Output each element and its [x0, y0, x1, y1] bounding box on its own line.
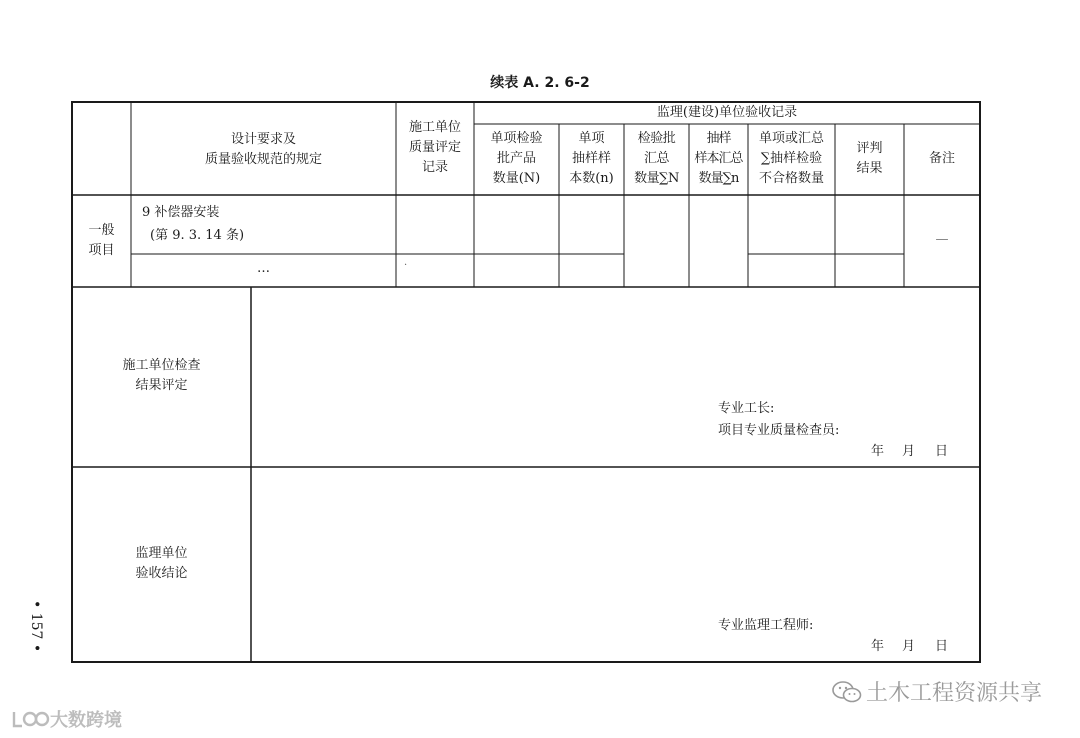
stray-dot: · — [404, 260, 408, 271]
engineer-signature-label: 专业监理工程师: — [718, 618, 814, 633]
date-year: 年 — [871, 639, 885, 654]
col-header-judgement — [835, 139, 904, 179]
inspector-signature-label: 项目专业质量检查员: — [718, 423, 840, 438]
header-line: 设计要求及 — [230, 132, 296, 147]
page-number: • 157 • — [28, 600, 44, 653]
header-line: 数量∑N — [634, 171, 679, 186]
date-day: 日 — [935, 639, 949, 654]
header-line: 汇总 — [643, 151, 669, 166]
item-clause: (第 9. 3. 14 条) — [150, 228, 245, 243]
col-header-batch-total — [624, 129, 689, 189]
item-ellipsis: … — [257, 261, 270, 276]
watermark-left — [10, 706, 122, 732]
header-line: 本数(n) — [569, 171, 614, 186]
col-header-nonconforming — [748, 129, 835, 189]
label-line: 一般 — [88, 223, 115, 238]
label-line: 验收结论 — [135, 566, 188, 581]
header-line: 检验批 — [637, 131, 676, 146]
col-header-sample-total — [689, 129, 748, 189]
watermark-right-text: 土木工程资源共享 — [865, 681, 1042, 706]
foreman-signature-label: 专业工长: — [718, 401, 775, 416]
col-header-sample-count — [559, 129, 624, 189]
supervisor-section-label — [72, 544, 251, 584]
header-line: 单项检验 — [490, 131, 543, 146]
date-day: 日 — [935, 444, 949, 459]
header-line: 质量评定 — [408, 140, 461, 155]
col-header-batch-quantity — [474, 129, 559, 189]
header-line: 数量∑n — [698, 171, 739, 186]
header-line: 单项 — [578, 131, 605, 146]
date-month: 月 — [902, 639, 916, 654]
supervision-group-header: 监理(建设)单位验收记录 — [656, 105, 798, 120]
table-caption: 续表 A. 2. 6-2 — [490, 75, 590, 91]
date-month: 月 — [902, 444, 916, 459]
header-line: 记录 — [421, 160, 448, 175]
date-year: 年 — [871, 444, 885, 459]
watermark-left-text: 大数跨境 — [50, 710, 122, 731]
watermark-right — [832, 676, 1042, 707]
header-line: 样本汇总 — [694, 151, 743, 166]
remark-dash: — — [935, 232, 949, 247]
label-line: 施工单位检查 — [122, 358, 201, 373]
design-requirement-header — [131, 130, 396, 170]
contractor-record-header — [396, 118, 474, 178]
header-line: 抽样样 — [571, 151, 611, 166]
header-line: 施工单位 — [408, 120, 461, 135]
header-line: 质量验收规范的规定 — [204, 152, 322, 167]
label-line: 项目 — [88, 243, 115, 258]
header-line: 抽样 — [706, 131, 731, 146]
header-line: 不合格数量 — [758, 171, 824, 186]
item-title: 9 补偿器安装 — [142, 205, 220, 220]
header-line: 单项或汇总 — [758, 131, 824, 146]
header-line: ∑抽样检验 — [760, 151, 823, 166]
contractor-section-label — [72, 356, 251, 396]
header-line: 评判 — [856, 141, 883, 156]
col-header-remarks: 备注 — [928, 151, 955, 166]
header-line: 结果 — [856, 161, 883, 176]
label-line: 结果评定 — [135, 378, 188, 393]
header-line: 数量(N) — [492, 171, 541, 186]
brand-logo-icon — [10, 708, 50, 730]
label-line: 监理单位 — [135, 546, 188, 561]
general-items-label — [72, 221, 131, 261]
wechat-icon — [832, 681, 862, 703]
header-line: 批产品 — [496, 151, 536, 166]
